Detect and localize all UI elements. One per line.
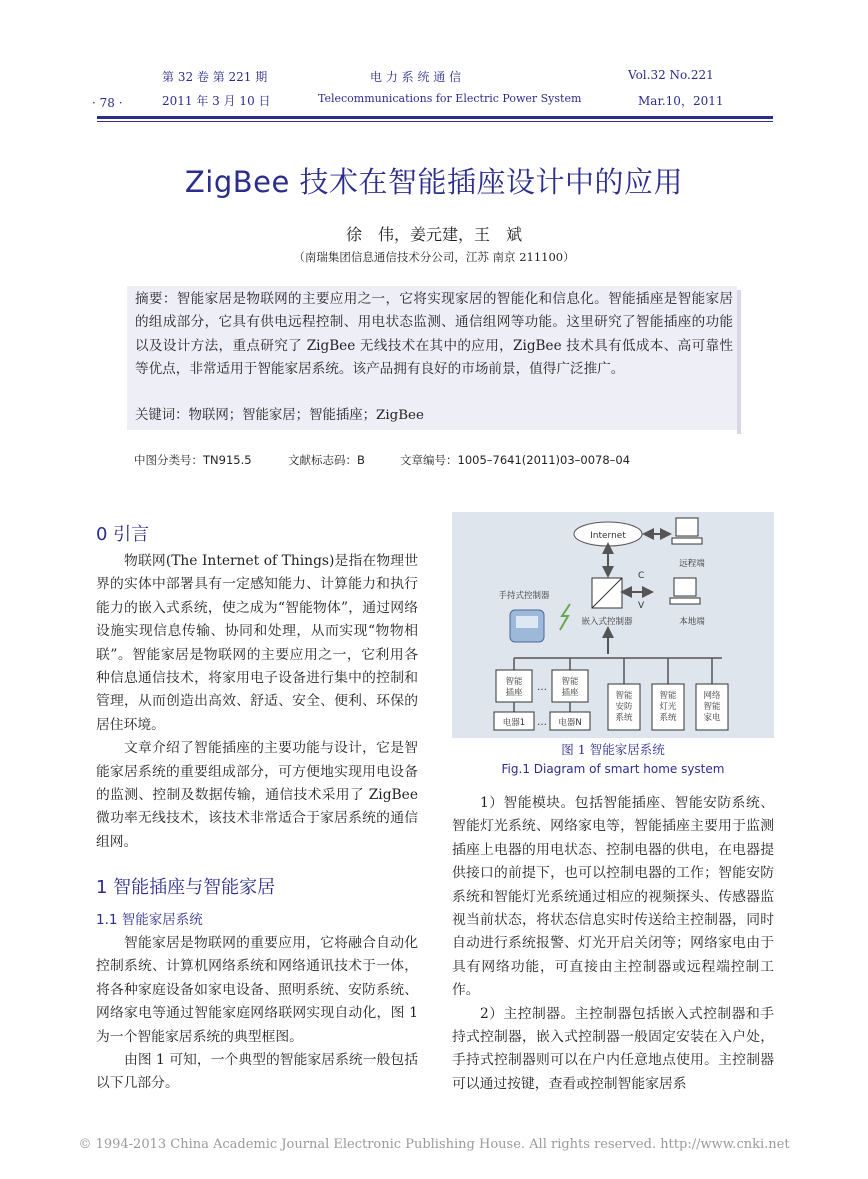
abstract-text: 摘要：智能家居是物联网的主要应用之一，它将实现家居的智能化和信息化。智能插座是智能家居的组成部分，它具有供电远程控制、用电状态监测、通信组网等功能。这里研究了智能插座的功能以及设计方法，重点研究了 ZigBee 无线技术在其中的应用，ZigBee 技术具有低成本、高可靠性等优点，非常适用于智能家居系统。该产品拥有良好的市场前景，值得广泛推广。 [135, 291, 733, 378]
security-system-label: 智能安防系统 [615, 691, 633, 723]
paragraph: 1）智能模块。包括智能插座、智能安防系统、智能灯光系统、网络家电等，智能插座主要用于监测插座上电器的用电状态、控制电器的供电，在电器提供接口的前提下，也可以控制电器的工作；智能安防系统和智能灯光系统通过相应的视频探头、传感器监视当前状态，将状态信息实时传送给主控制器，同时自动进行系统报警、灯光开启关闭等；网络家电由于具有网络功能，可直接由主控制器或远程端控制工作。 [452, 795, 774, 999]
section-0-heading: 0 引言 [96, 524, 150, 545]
subsection-1-1-body [96, 932, 418, 1096]
remote-pc-icon [676, 518, 698, 536]
figure-caption-en: Fig.1 Diagram of smart home system [501, 762, 725, 776]
document-code: 文献标志码：B [288, 453, 365, 467]
page-number: · 78 · [92, 96, 123, 110]
copyright-footer: © 1994-2013 China Academic Journal Electronic Publishing House. All rights reserved. http://www.cnki.net [78, 1137, 790, 1152]
date-cn: 2011 年 3 月 10 日 [162, 94, 271, 108]
local-label: 本地端 [679, 617, 705, 627]
header-rule [97, 116, 773, 119]
embedded-label: 嵌入式控制器 [581, 617, 633, 627]
internet-label: Internet [590, 531, 626, 541]
handheld-label: 手持式控制器 [498, 591, 550, 601]
smart-home-diagram [452, 512, 774, 738]
paragraph: 智能家居是物联网的重要应用，它将融合自动化控制系统、计算机网络系统和网络通讯技术于一体，将各种家庭设备如家电设备、照明系统、安防系统、网络家电等通过智能家庭网络联网实现自动化，图 1 为一个智能家居系统的典型框图。 [96, 935, 418, 1045]
volume-issue-en: Vol.32 No.221 [628, 68, 714, 82]
figure-caption-cn: 图 1 智能家居系统 [561, 742, 665, 757]
abstract-box [127, 286, 737, 430]
paragraph: 2）主控制器。主控制器包括嵌入式控制器和手持式控制器，嵌入式控制器一般固定安装在入户处，手持式控制器则可以在户内任意地点使用。主控制器可以通过按键，查看或控制智能家居系 [452, 1005, 774, 1092]
appliance-1-label: 电器1 [502, 718, 526, 728]
section-1-heading: 1 智能插座与智能家居 [96, 877, 276, 898]
v-label: V [638, 601, 645, 611]
dots-top: … [537, 682, 547, 693]
right-column-body [452, 792, 774, 1096]
paragraph: 由图 1 可知，一个典型的智能家居系统一般包括以下几部分。 [96, 1052, 418, 1092]
remote-label: 远程端 [679, 559, 705, 569]
socket-n-label: 智能插座 [561, 677, 579, 698]
section-0-body [96, 550, 418, 854]
dots-bottom: … [537, 717, 547, 728]
volume-issue-cn: 第 32 卷 第 221 期 [162, 70, 268, 84]
wireless-icon [560, 604, 570, 630]
socket-1-label: 智能插座 [505, 677, 523, 698]
local-pc-icon [674, 578, 696, 596]
appliance-n-label: 电器N [558, 718, 582, 728]
c-label: C [638, 571, 645, 581]
affiliation: （南瑞集团信息通信技术分公司，江苏 南京 211100） [293, 250, 575, 264]
journal-name-en: Telecommunications for Electric Power System [318, 92, 582, 105]
keywords: 关键词：物联网；智能家居；智能插座；ZigBee [135, 408, 424, 423]
date-en: Mar.10，2011 [638, 94, 724, 108]
article-number: 文章编号：1005–7641(2011)03–0078–04 [400, 453, 631, 467]
authors: 徐 伟，姜元建，王 斌 [345, 225, 522, 244]
abstract-box-shadow [737, 290, 741, 434]
subsection-1-1-heading: 1.1 智能家居系统 [96, 912, 203, 928]
lighting-system-label: 智能灯光系统 [659, 691, 677, 723]
header-rule-thin [97, 121, 773, 122]
paper-title: ZigBee 技术在智能插座设计中的应用 [184, 165, 684, 199]
figure-1 [452, 512, 774, 738]
network-appliance-label: 网络智能家电 [703, 691, 721, 723]
classification-number: 中图分类号：TN915.5 [134, 453, 252, 467]
paragraph: 物联网(The Internet of Things)是指在物理世界的实体中部署具有一定感知能力、计算能力和执行能力的嵌入式系统，使之成为“智能物体”，通过网络设施实现信息传输、协同和处理，从而实现“物物相联”。智能家居是物联网的主要应用之一，它利用各种信息通信技术，将家用电子设备进行集中的控制和管理，从而创造出高效、舒适、安全、便利、环保的居住环境。 [96, 553, 418, 733]
paragraph: 文章介绍了智能插座的主要功能与设计，它是智能家居系统的重要组成部分，可方便地实现用电设备的监测、控制及数据传输，通信技术采用了 ZigBee 微功率无线技术，该技术非常适合于家居系统的通信组网。 [96, 740, 418, 850]
journal-name-cn: 电 力 系 统 通 信 [370, 70, 462, 84]
